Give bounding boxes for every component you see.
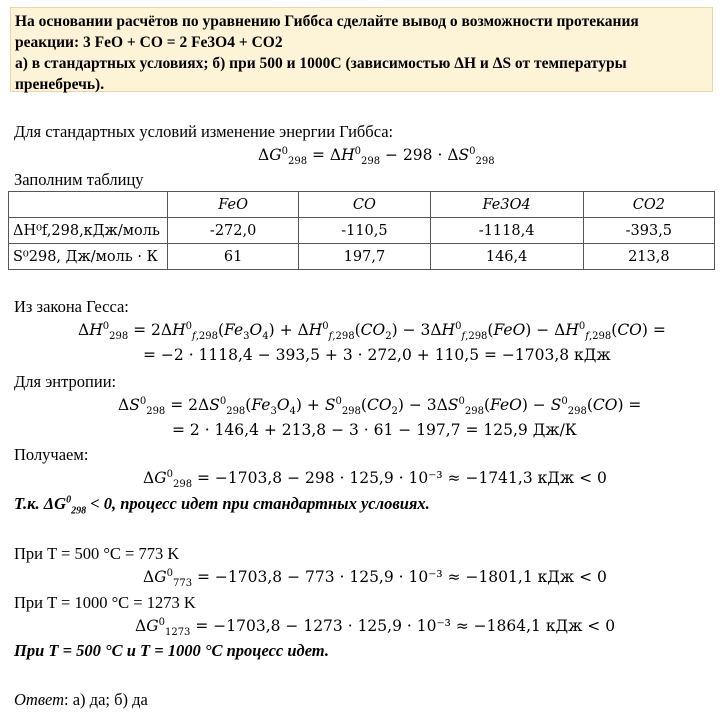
- entropy-calculation: = 2 · 146,4 + 213,8 − 3 · 61 − 197,7 = 125,9 Дж/К: [172, 421, 577, 439]
- conclusion-prefix: Т.к.: [14, 494, 40, 513]
- table-corner: [9, 192, 168, 218]
- task-line-1: На основании расчётов по уравнению Гиббса сделайте вывод о возможности протекания: [15, 13, 639, 30]
- cell-value: 61: [168, 244, 299, 270]
- hess-calculation: = −2 · 1118,4 − 393,5 + 3 · 272,0 + 110,5 = −1703,8 кДж: [143, 346, 611, 364]
- cell-value: -272,0: [168, 218, 299, 244]
- cell-value: 213,8: [583, 244, 714, 270]
- task-line-4: пренебречь).: [15, 76, 105, 93]
- obtained-label: Получаем:: [14, 445, 89, 464]
- header-fe3o4: Fe3O4: [430, 192, 583, 218]
- entropy-formula: $\Delta S^0_{298} = 2\Delta S^0_{298}(Fe_3O_4) + S^0_{298}(CO_2) - 3\Delta S^0_{298}(FeO) - S^0_{298}(CO)$ =: [118, 395, 642, 418]
- hess-formula: $\Delta H^0_{298} = 2\Delta H^0_{f,298}(Fe_3O_4) + \Delta H^0_{f,298}(CO_2) - 3\Delta H^0_{f,298}(FeO) - \Delta H^0_{f,298}(CO)$ =: [78, 320, 666, 343]
- fill-table-label: Заполним таблицу: [14, 170, 144, 189]
- header-feo: FeO: [168, 192, 299, 218]
- answer-text: : а) да; б) да: [64, 690, 148, 709]
- task-line-2: реакции: 3 FeO + CO = 2 Fe3O4 + CO2: [15, 34, 283, 51]
- standard-intro: Для стандартных условий изменение энергии Гиббса:: [14, 122, 394, 141]
- gibbs-1273-value: = −1703,8 − 1273 · 125,9 · 10⁻³ ≈ −1864,1 кДж < 0: [195, 617, 616, 635]
- gibbs-298-result: $\Delta G^0_{298} = -1703,8 - 298 \cdot 125,9 \cdot 10^{-3} \approx -1741,3$ кДж < 0: [143, 468, 607, 491]
- gibbs-773-value: = −1703,8 − 773 · 125,9 · 10⁻³ ≈ −1801,1 кДж < 0: [197, 568, 607, 586]
- cell-value: 146,4: [430, 244, 583, 270]
- task-line-3: а) в стандартных условиях; б) при 500 и 1000С (зависимостью ΔH и ΔS от температуры: [15, 55, 627, 72]
- gibbs-formula: $\Delta G^0_{298} = \Delta H^0_{298} - 298 \cdot \Delta S^0_{298}$: [258, 145, 495, 168]
- cell-value: 197,7: [299, 244, 430, 270]
- conclusion-suffix: процесс идет при стандартных условиях.: [120, 494, 430, 513]
- t500-intro: При T = 500 °C = 773 K: [14, 544, 180, 563]
- t1000-intro: При T = 1000 °C = 1273 K: [14, 593, 196, 612]
- cell-value: -393,5: [583, 218, 714, 244]
- header-co2: CO2: [583, 192, 714, 218]
- task-statement: [10, 7, 713, 92]
- answer-label: Ответ: [14, 690, 65, 709]
- standard-conclusion: Т.к. $\Delta G^0_{298} < 0$, процесс идет при стандартных условиях.: [14, 494, 430, 517]
- table-row: [9, 218, 715, 244]
- thermo-table: [8, 191, 715, 270]
- table-row: [9, 244, 715, 270]
- answer: [14, 690, 148, 710]
- hess-intro: Из закона Гесса:: [14, 297, 129, 316]
- temperature-conclusion: При T = 500 °C и T = 1000 °C процесс идет.: [14, 641, 329, 660]
- gibbs-1273-result: $\Delta G^0_{1273} = -1703,8 - 1273 \cdot 125,9 \cdot 10^{-3} \approx -1864,1$ кДж < 0: [135, 616, 616, 639]
- row-label-entropy: S⁰298, Дж/моль · К: [9, 244, 168, 270]
- cell-value: -1118,4: [430, 218, 583, 244]
- table-header-row: [9, 192, 715, 218]
- row-label-enthalpy: ΔH⁰f,298,кДж/моль: [9, 218, 168, 244]
- gibbs-298-value: = −1703,8 − 298 · 125,9 · 10⁻³ ≈ −1741,3 кДж < 0: [197, 469, 607, 487]
- header-co: CO: [299, 192, 430, 218]
- gibbs-773-result: $\Delta G^0_{773} = -1703,8 - 773 \cdot 125,9 \cdot 10^{-3} \approx -1801,1$ кДж < 0: [143, 567, 607, 590]
- entropy-intro: Для энтропии:: [14, 372, 117, 391]
- cell-value: -110,5: [299, 218, 430, 244]
